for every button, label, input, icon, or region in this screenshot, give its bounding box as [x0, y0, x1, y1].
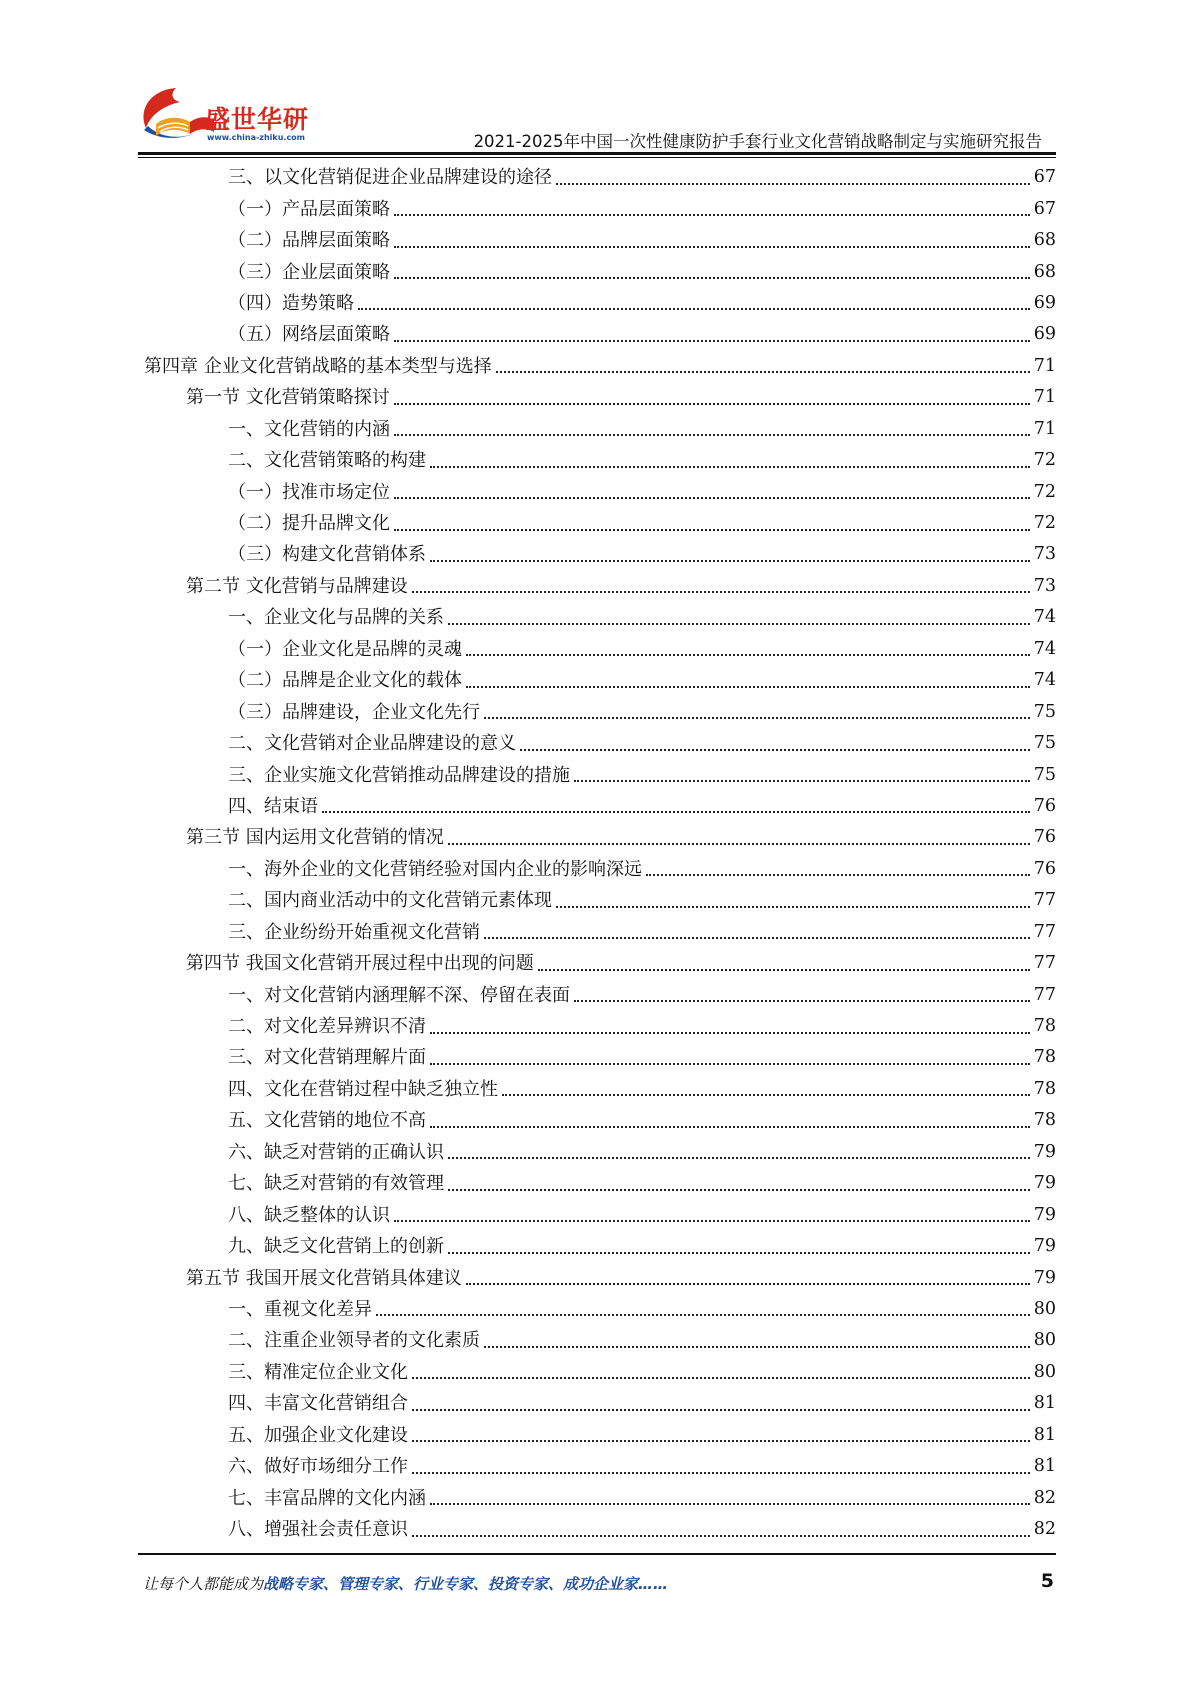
toc-entry[interactable] [0, 948, 1056, 979]
toc-entry-title: 二、对文化差异辨识不清 [228, 1016, 426, 1038]
toc-entry[interactable] [0, 665, 1056, 696]
toc-entry[interactable] [0, 759, 1056, 790]
toc-entry-title: 六、缺乏对营销的正确认识 [228, 1141, 444, 1163]
toc-entry-title: 二、文化营销策略的构建 [228, 450, 426, 472]
toc-entry-page: 71 [1033, 387, 1056, 408]
dot-leader [394, 214, 1030, 216]
toc-entry-page: 75 [1033, 733, 1056, 754]
toc-entry-title: （一）产品层面策略 [228, 198, 390, 220]
toc-entry-page: 67 [1033, 167, 1056, 188]
toc-entry-page: 81 [1033, 1456, 1056, 1477]
dot-leader [502, 1094, 1030, 1096]
toc-entry-page: 74 [1033, 607, 1056, 628]
toc-entry-page: 77 [1033, 953, 1056, 974]
dot-leader [556, 906, 1030, 908]
dot-leader [430, 1032, 1030, 1034]
toc-entry[interactable] [0, 1514, 1056, 1545]
toc-entry-page: 75 [1033, 701, 1056, 722]
toc-entry[interactable] [0, 382, 1056, 413]
toc-entry-page: 79 [1033, 1267, 1056, 1288]
toc-entry[interactable] [0, 979, 1056, 1010]
table-of-contents [0, 162, 1191, 1545]
toc-entry-title: 七、丰富品牌的文化内涵 [228, 1487, 426, 1509]
toc-entry[interactable] [0, 571, 1056, 602]
toc-entry-title: 五、文化营销的地位不高 [228, 1110, 426, 1132]
dot-leader [394, 497, 1030, 499]
toc-entry-title: 五、加强企业文化建设 [228, 1424, 408, 1446]
toc-entry[interactable] [0, 1294, 1056, 1325]
dot-leader [394, 434, 1030, 436]
dot-leader [358, 308, 1030, 310]
toc-entry[interactable] [0, 917, 1056, 948]
toc-entry[interactable] [0, 1011, 1056, 1042]
toc-entry-title: 第二节 文化营销与品牌建设 [186, 575, 408, 597]
toc-entry[interactable] [0, 1325, 1056, 1356]
toc-entry-page: 79 [1033, 1204, 1056, 1225]
toc-entry[interactable] [0, 885, 1056, 916]
dot-leader [376, 1314, 1030, 1316]
toc-entry-title: 一、企业文化与品牌的关系 [228, 607, 444, 629]
toc-entry[interactable] [0, 728, 1056, 759]
toc-entry-title: 第四节 我国文化营销开展过程中出现的问题 [186, 953, 534, 975]
toc-entry[interactable] [0, 1137, 1056, 1168]
toc-entry-page: 69 [1033, 324, 1056, 345]
toc-entry-page: 67 [1033, 198, 1056, 219]
dot-leader [412, 1377, 1030, 1379]
dot-leader [538, 969, 1030, 971]
dot-leader [394, 529, 1030, 531]
toc-entry-title: 四、丰富文化营销组合 [228, 1393, 408, 1415]
toc-entry-page: 78 [1033, 1078, 1056, 1099]
toc-entry-page: 77 [1033, 984, 1056, 1005]
dot-leader [430, 466, 1030, 468]
toc-entry-page: 73 [1033, 544, 1056, 565]
toc-entry-title: （三）构建文化营销体系 [228, 544, 426, 566]
toc-entry-title: 三、企业纷纷开始重视文化营销 [228, 921, 480, 943]
dot-leader [556, 183, 1030, 185]
toc-entry-title: （二）品牌层面策略 [228, 230, 390, 252]
footer-slogan [143, 1573, 668, 1594]
dot-leader [394, 277, 1030, 279]
toc-entry-page: 76 [1033, 827, 1056, 848]
dot-leader [394, 403, 1030, 405]
dot-leader [484, 937, 1030, 939]
toc-entry-title: 二、注重企业领导者的文化素质 [228, 1330, 480, 1352]
toc-entry[interactable] [0, 1074, 1056, 1105]
toc-entry-title: 第五节 我国开展文化营销具体建议 [186, 1267, 462, 1289]
toc-entry[interactable] [0, 1262, 1056, 1293]
toc-entry-title: 一、海外企业的文化营销经验对国内企业的影响深远 [228, 858, 642, 880]
toc-entry[interactable] [0, 288, 1056, 319]
toc-entry-page: 79 [1033, 1173, 1056, 1194]
dot-leader [430, 1503, 1030, 1505]
header-divider [138, 152, 1056, 155]
toc-entry-page: 80 [1033, 1361, 1056, 1382]
dot-leader [430, 560, 1030, 562]
page-header [0, 0, 1191, 160]
toc-entry[interactable] [0, 162, 1056, 193]
toc-entry-page: 79 [1033, 1141, 1056, 1162]
toc-entry-title: （五）网络层面策略 [228, 324, 390, 346]
toc-entry[interactable] [0, 1168, 1056, 1199]
toc-entry-title: 四、结束语 [228, 795, 318, 817]
dot-leader [496, 371, 1030, 373]
toc-entry[interactable] [0, 602, 1056, 633]
toc-entry[interactable] [0, 351, 1056, 382]
dot-leader [520, 749, 1030, 751]
toc-entry-title: （三）企业层面策略 [228, 261, 390, 283]
toc-entry-page: 81 [1033, 1393, 1056, 1414]
toc-entry-page: 76 [1033, 795, 1056, 816]
toc-entry[interactable] [0, 822, 1056, 853]
toc-entry[interactable] [0, 696, 1056, 727]
toc-entry[interactable] [0, 1042, 1056, 1073]
dot-leader [484, 1346, 1030, 1348]
toc-entry-page: 71 [1033, 355, 1056, 376]
toc-entry-title: 一、对文化营销内涵理解不深、停留在表面 [228, 984, 570, 1006]
toc-entry-title: 七、缺乏对营销的有效管理 [228, 1173, 444, 1195]
toc-entry-title: 八、增强社会责任意识 [228, 1519, 408, 1541]
dot-leader [430, 1126, 1030, 1128]
toc-entry-title: 八、缺乏整体的认识 [228, 1204, 390, 1226]
page-number: 5 [1040, 1570, 1054, 1592]
logo-url: www.china-zhiku.com [207, 133, 306, 142]
toc-entry-title: （一）找准市场定位 [228, 481, 390, 503]
logo-name: 盛世华研 [205, 105, 310, 134]
toc-entry-title: 三、精准定位企业文化 [228, 1361, 408, 1383]
toc-entry[interactable] [0, 539, 1056, 570]
dot-leader [430, 1063, 1030, 1065]
toc-entry-page: 69 [1033, 292, 1056, 313]
toc-entry-page: 68 [1033, 261, 1056, 282]
toc-entry-title: 二、国内商业活动中的文化营销元素体现 [228, 890, 552, 912]
toc-entry-page: 71 [1033, 418, 1056, 439]
toc-entry-page: 75 [1033, 764, 1056, 785]
toc-entry[interactable] [0, 1199, 1056, 1230]
toc-entry-page: 81 [1033, 1424, 1056, 1445]
toc-entry-page: 72 [1033, 513, 1056, 534]
toc-entry-page: 77 [1033, 921, 1056, 942]
toc-entry-title: （三）品牌建设，企业文化先行 [228, 701, 480, 723]
dot-leader [484, 717, 1030, 719]
dot-leader [466, 1283, 1030, 1285]
toc-entry-title: 三、以文化营销促进企业品牌建设的途径 [228, 167, 552, 189]
toc-entry-title: （二）提升品牌文化 [228, 513, 390, 535]
toc-entry-page: 80 [1033, 1298, 1056, 1319]
toc-entry[interactable] [0, 193, 1056, 224]
slogan-highlight: 战略专家、管理专家、行业专家、投资专家、成功企业家…… [263, 1575, 669, 1593]
toc-entry-page: 72 [1033, 450, 1056, 471]
toc-entry-page: 82 [1033, 1487, 1056, 1508]
dot-leader [574, 1000, 1030, 1002]
toc-entry-page: 80 [1033, 1330, 1056, 1351]
dot-leader [412, 1409, 1030, 1411]
slogan-prefix: 让每个人都能成为 [143, 1575, 264, 1593]
toc-entry[interactable] [0, 1105, 1056, 1136]
dot-leader [448, 1189, 1030, 1191]
toc-entry-page: 72 [1033, 481, 1056, 502]
toc-entry-title: （二）品牌是企业文化的载体 [228, 670, 462, 692]
header-divider-thin [138, 157, 1056, 158]
toc-entry-title: 第一节 文化营销策略探讨 [186, 387, 390, 409]
dot-leader [466, 654, 1030, 656]
toc-entry[interactable] [0, 1482, 1056, 1513]
dot-leader [448, 623, 1030, 625]
toc-entry[interactable] [0, 414, 1056, 445]
toc-entry-page: 74 [1033, 638, 1056, 659]
toc-entry-page: 68 [1033, 230, 1056, 251]
toc-entry-title: 三、企业实施文化营销推动品牌建设的措施 [228, 764, 570, 786]
dot-leader [466, 686, 1030, 688]
toc-entry-title: 第四章 企业文化营销战略的基本类型与选择 [144, 355, 492, 377]
toc-entry-title: 二、文化营销对企业品牌建设的意义 [228, 733, 516, 755]
toc-entry[interactable] [0, 508, 1056, 539]
toc-entry-page: 82 [1033, 1519, 1056, 1540]
dot-leader [448, 1157, 1030, 1159]
footer-divider [138, 1553, 1056, 1555]
toc-entry-title: 一、重视文化差异 [228, 1298, 372, 1320]
toc-entry[interactable] [0, 445, 1056, 476]
toc-entry[interactable] [0, 1231, 1056, 1262]
toc-entry-title: （四）造势策略 [228, 292, 354, 314]
toc-entry[interactable] [0, 319, 1056, 350]
toc-entry[interactable] [0, 1420, 1056, 1451]
toc-entry-page: 78 [1033, 1110, 1056, 1131]
dot-leader [322, 811, 1030, 813]
toc-entry-page: 79 [1033, 1236, 1056, 1257]
toc-entry-title: 六、做好市场细分工作 [228, 1456, 408, 1478]
toc-entry[interactable] [0, 1388, 1056, 1419]
toc-entry-title: 四、文化在营销过程中缺乏独立性 [228, 1078, 498, 1100]
toc-entry[interactable] [0, 791, 1056, 822]
dot-leader [394, 1220, 1030, 1222]
dot-leader [412, 1472, 1030, 1474]
dot-leader [412, 1440, 1030, 1442]
dot-leader [646, 874, 1030, 876]
toc-entry-page: 78 [1033, 1047, 1056, 1068]
toc-entry-title: （一）企业文化是品牌的灵魂 [228, 638, 462, 660]
toc-entry[interactable] [0, 225, 1056, 256]
toc-entry[interactable] [0, 1357, 1056, 1388]
toc-entry[interactable] [0, 854, 1056, 885]
toc-entry-page: 77 [1033, 890, 1056, 911]
dot-leader [412, 591, 1030, 593]
toc-entry-page: 76 [1033, 858, 1056, 879]
toc-entry[interactable] [0, 476, 1056, 507]
dot-leader [394, 246, 1030, 248]
report-title: 2021-2025年中国一次性健康防护手套行业文化营销战略制定与实施研究报告 [473, 132, 1042, 151]
dot-leader [448, 1252, 1030, 1254]
toc-entry-title: 三、对文化营销理解片面 [228, 1047, 426, 1069]
toc-entry[interactable] [0, 256, 1056, 287]
dot-leader [448, 843, 1030, 845]
toc-entry[interactable] [0, 634, 1056, 665]
toc-entry[interactable] [0, 1451, 1056, 1482]
dot-leader [574, 780, 1030, 782]
dot-leader [394, 340, 1030, 342]
toc-entry-title: 一、文化营销的内涵 [228, 418, 390, 440]
toc-entry-page: 73 [1033, 575, 1056, 596]
toc-entry-page: 74 [1033, 670, 1056, 691]
dot-leader [412, 1535, 1030, 1537]
toc-entry-title: 第三节 国内运用文化营销的情况 [186, 827, 444, 849]
toc-entry-page: 78 [1033, 1016, 1056, 1037]
toc-entry-title: 九、缺乏文化营销上的创新 [228, 1236, 444, 1258]
